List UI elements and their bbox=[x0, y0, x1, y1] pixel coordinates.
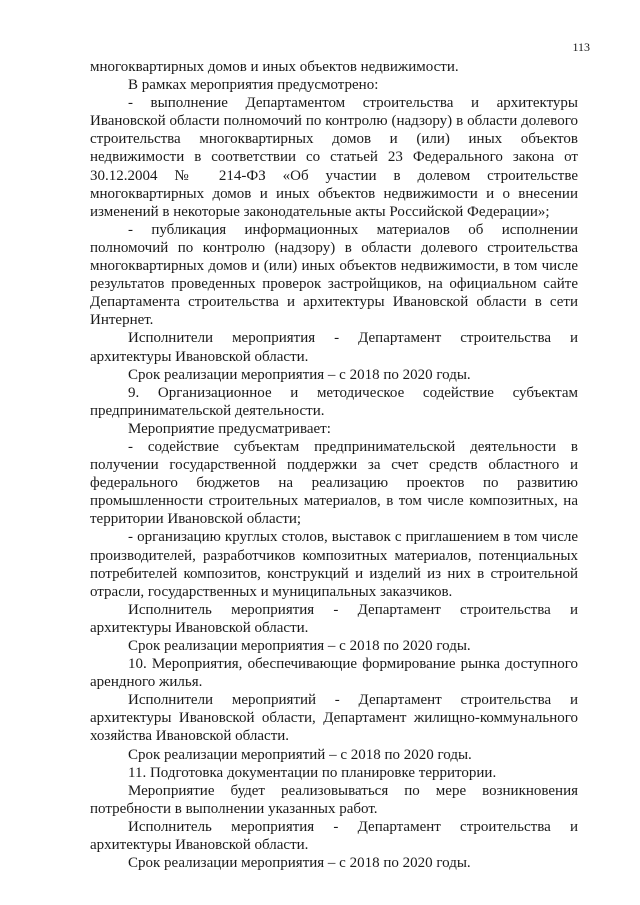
paragraph: Исполнители мероприятий - Департамент строительства и архитектуры Ивановской области, Департамент жилищно-коммунального хозяйства Ивановской области. bbox=[90, 692, 578, 745]
paragraph: В рамках мероприятия предусмотрено: bbox=[128, 77, 379, 94]
paragraph: - содействие субъектам предпринимательской деятельности в получении государственной поддержки за счет средств областного и федерального бюджетов на реализацию проектов по развитию промышленности строительных материалов, в том числе композитных, на территории Ивановской области; bbox=[90, 438, 578, 528]
paragraph: 11. Подготовка документации по планировке территории. bbox=[128, 764, 497, 781]
paragraph: Мероприятие предусматривает: bbox=[128, 420, 331, 437]
paragraph: - организацию круглых столов, выставок с приглашением в том числе производителей, разработчиков композитных материалов, потенциальных потребителей композитов, конструкций и изделий из них в строительной отрасли, государственных и муниципальных заказчиков. bbox=[90, 529, 578, 600]
paragraph: Мероприятие будет реализовываться по мере возникновения потребности в выполнении указанных работ. bbox=[90, 782, 578, 817]
document-body bbox=[90, 58, 578, 872]
paragraph: Срок реализации мероприятий – с 2018 по 2020 годы. bbox=[128, 746, 472, 763]
paragraph: 9. Организационное и методическое содействие субъектам предпринимательской деятельности. bbox=[90, 384, 578, 419]
paragraph: - выполнение Департаментом строительства и архитектуры Ивановской области полномочий по контролю (надзору) в области долевого строительства многоквартирных домов и (или) иных объектов недвижимости в соответствии со статьей 23 Федерального закона от 30.12.2004 № 214-ФЗ «Об участии в долевом строительстве многоквартирных домов и иных объектов недвижимости и о внесении изменений в некоторые законодательные акты Российской Федерации»; bbox=[90, 95, 578, 220]
paragraph: Срок реализации мероприятия – с 2018 по 2020 годы. bbox=[128, 638, 471, 654]
paragraph: многоквартирных домов и иных объектов недвижимости. bbox=[90, 59, 459, 75]
paragraph: 10. Мероприятия, обеспечивающие формирование рынка доступного арендного жилья. bbox=[90, 656, 578, 691]
page-number: 113 bbox=[572, 40, 590, 54]
paragraph: Срок реализации мероприятия – с 2018 по 2020 годы. bbox=[128, 366, 471, 383]
paragraph: Исполнитель мероприятия - Департамент строительства и архитектуры Ивановской области. bbox=[90, 601, 578, 636]
paragraph: Исполнитель мероприятия - Департамент строительства и архитектуры Ивановской области. bbox=[90, 818, 578, 854]
paragraph: Исполнители мероприятия - Департамент строительства и архитектуры Ивановской области. bbox=[90, 330, 578, 365]
paragraph: Срок реализации мероприятия – с 2018 по 2020 годы. bbox=[128, 855, 471, 872]
paragraph: - публикация информационных материалов об исполнении полномочий по контролю (надзору) в области долевого строительства многоквартирных домов и (или) иных объектов недвижимости, в том числе результатов проведенных проверок застройщиков, на официальном сайте Департамента строительства и архитектуры Ивановской области в сети Интернет. bbox=[90, 221, 578, 329]
